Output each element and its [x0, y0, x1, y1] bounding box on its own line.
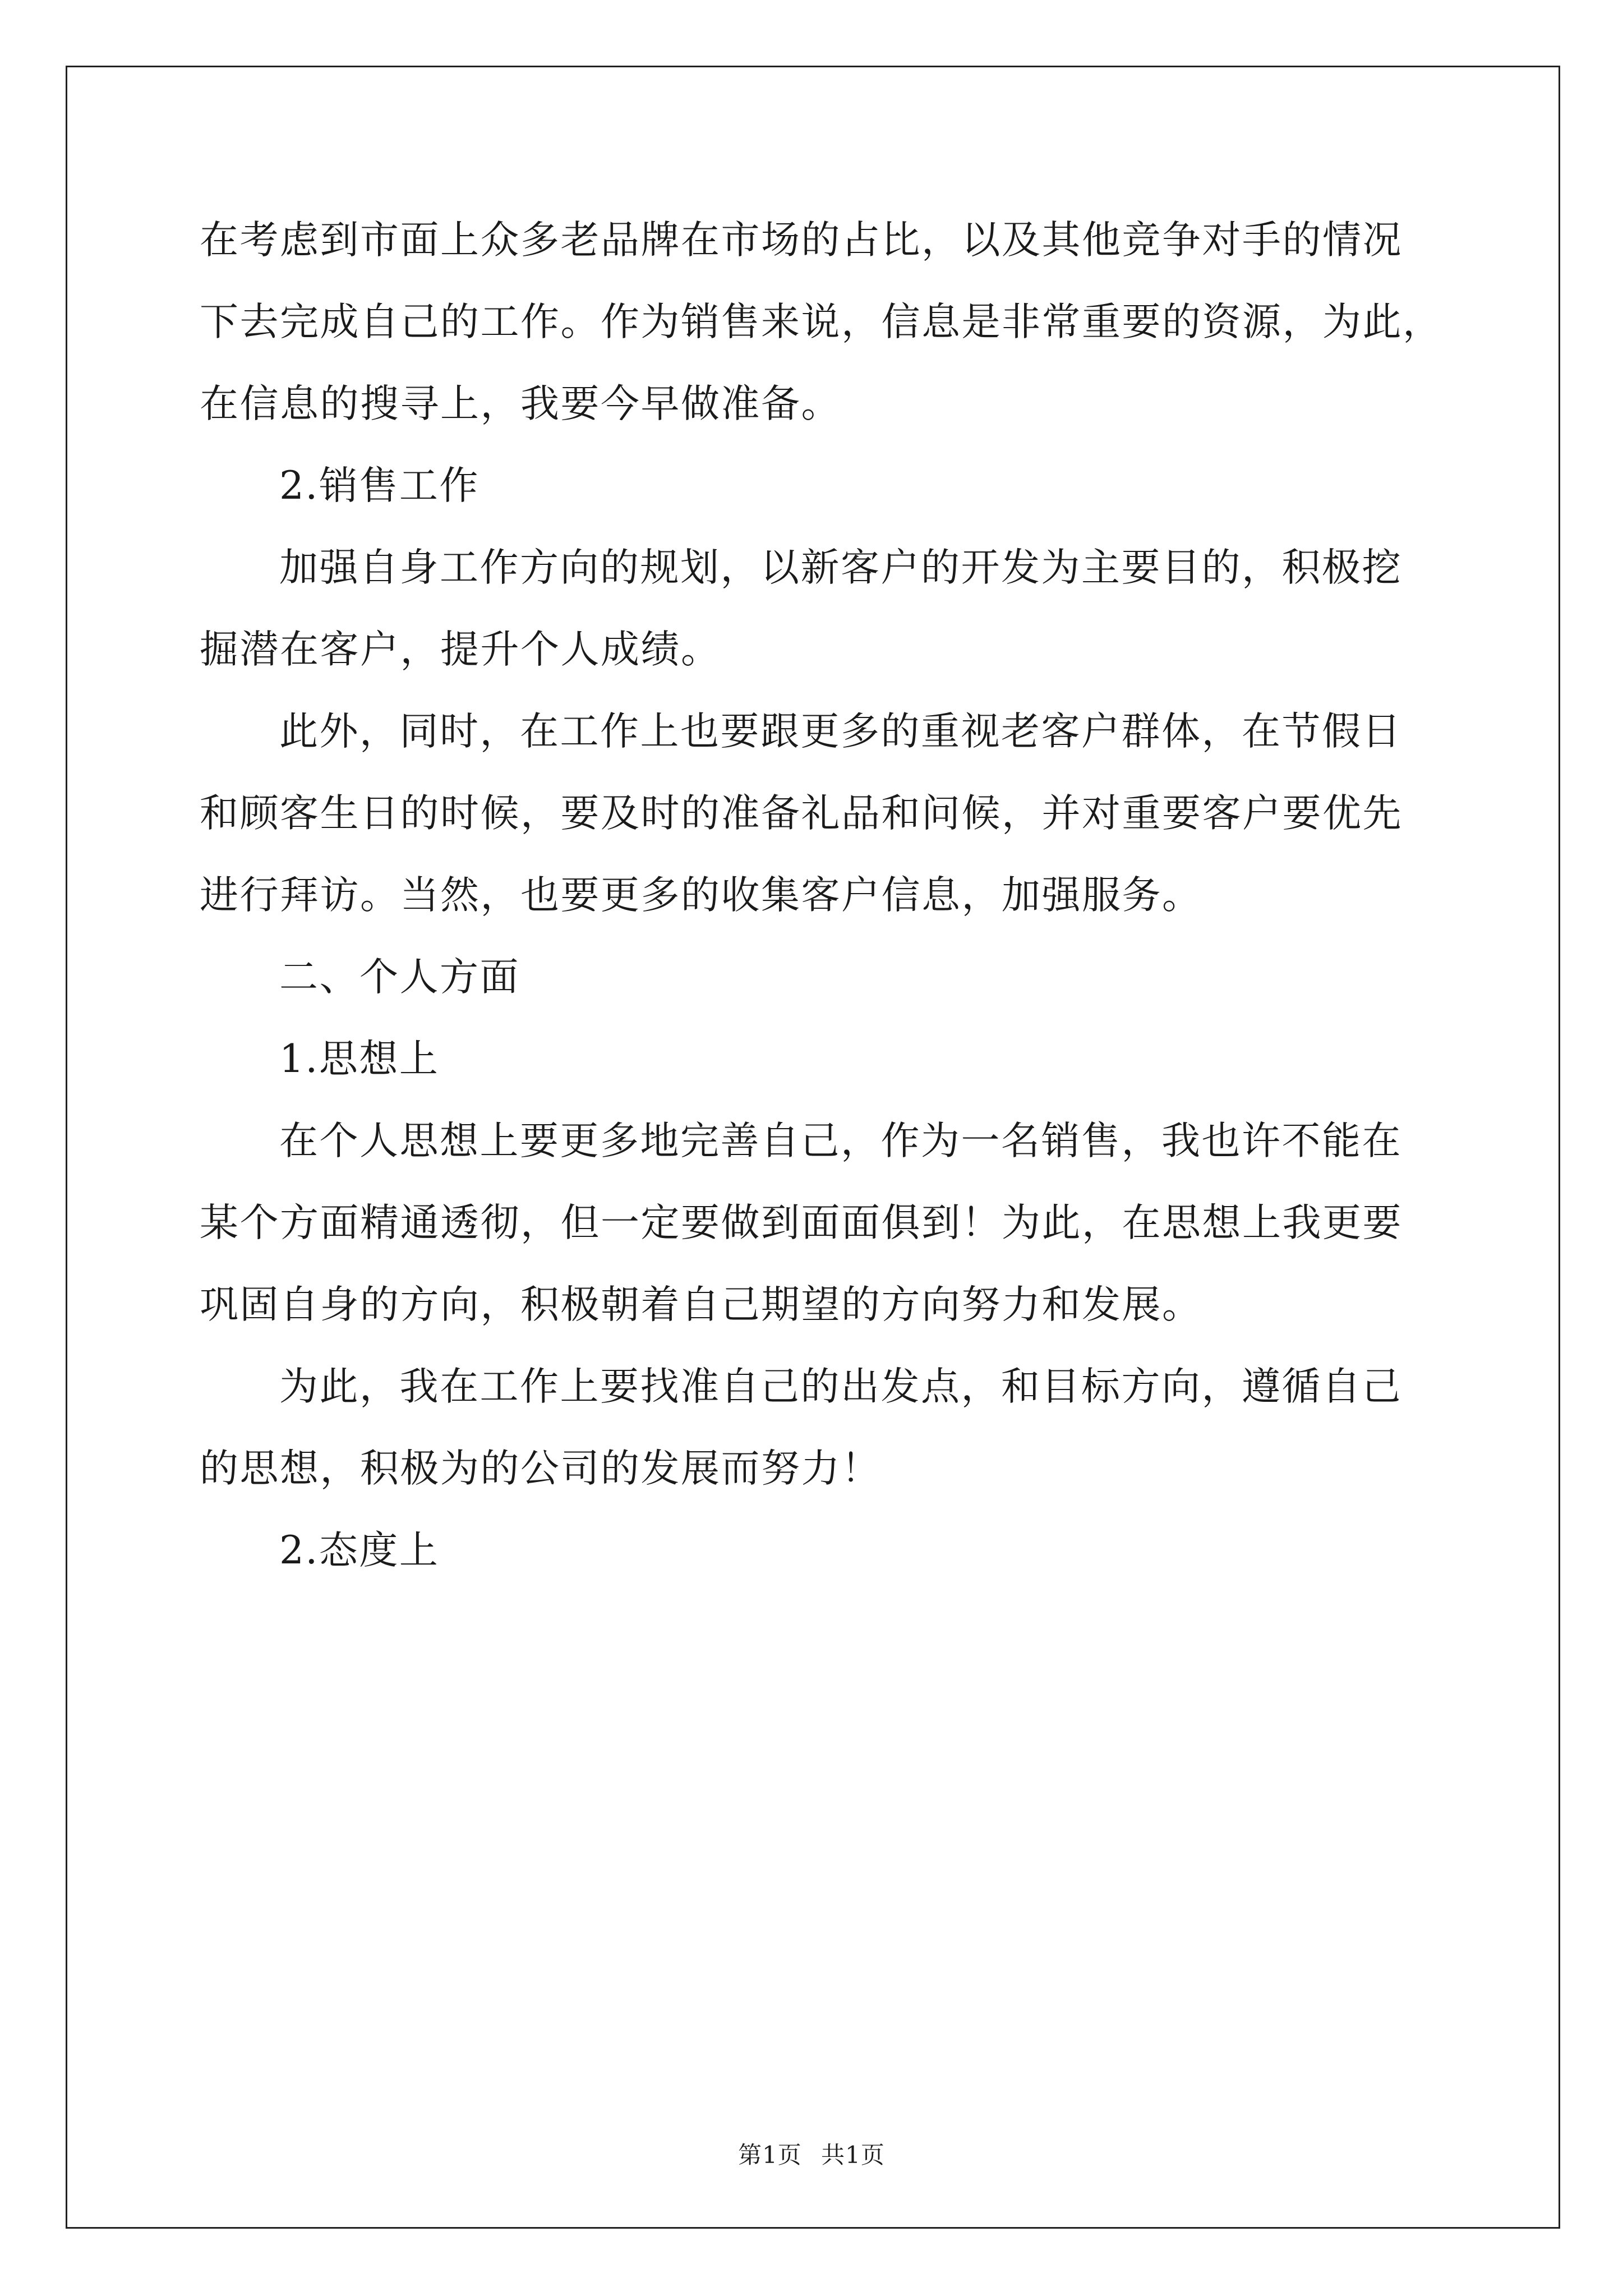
- text-line: 下去完成自己的工作。作为销售来说，信息是非常重要的资源，为此，: [200, 300, 1443, 344]
- section-heading: 2.销售工作: [279, 463, 479, 508]
- page-footer: [0, 2138, 1623, 2172]
- text-line: 进行拜访。当然，也要更多的收集客户信息，加强服务。: [200, 873, 1202, 918]
- text-line: 的思想，积极为的公司的发展而努力！: [200, 1446, 882, 1491]
- text-line: 为此，我在工作上要找准自己的出发点，和目标方向，遵循自己: [279, 1364, 1402, 1409]
- text-line: 某个方面精通透彻，但一定要做到面面俱到！为此，在思想上我更要: [200, 1200, 1403, 1245]
- section-heading: 1.思想上: [279, 1037, 440, 1082]
- text-line: 巩固自身的方向，积极朝着自己期望的方向努力和发展。: [200, 1282, 1202, 1327]
- section-heading: 二、个人方面: [279, 955, 520, 1000]
- text-line: 此外，同时，在工作上也要跟更多的重视老客户群体，在节假日: [279, 709, 1402, 754]
- text-line: 和顾客生日的时候，要及时的准备礼品和问候，并对重要客户要优先: [200, 791, 1403, 836]
- section-heading: 2.态度上: [279, 1528, 440, 1573]
- page-number-total: 共1页: [821, 2141, 885, 2169]
- text-line: 掘潜在客户，提升个人成绩。: [200, 627, 721, 672]
- text-line: 在考虑到市面上众多老品牌在市场的占比，以及其他竞争对手的情况: [200, 218, 1403, 263]
- text-line: 加强自身工作方向的规划，以新客户的开发为主要目的，积极挖: [279, 545, 1402, 590]
- text-line: 在信息的搜寻上，我要今早做准备。: [200, 381, 841, 426]
- page-number-current: 第1页: [738, 2141, 802, 2169]
- text-line: 在个人思想上要更多地完善自己，作为一名销售，我也许不能在: [279, 1119, 1402, 1163]
